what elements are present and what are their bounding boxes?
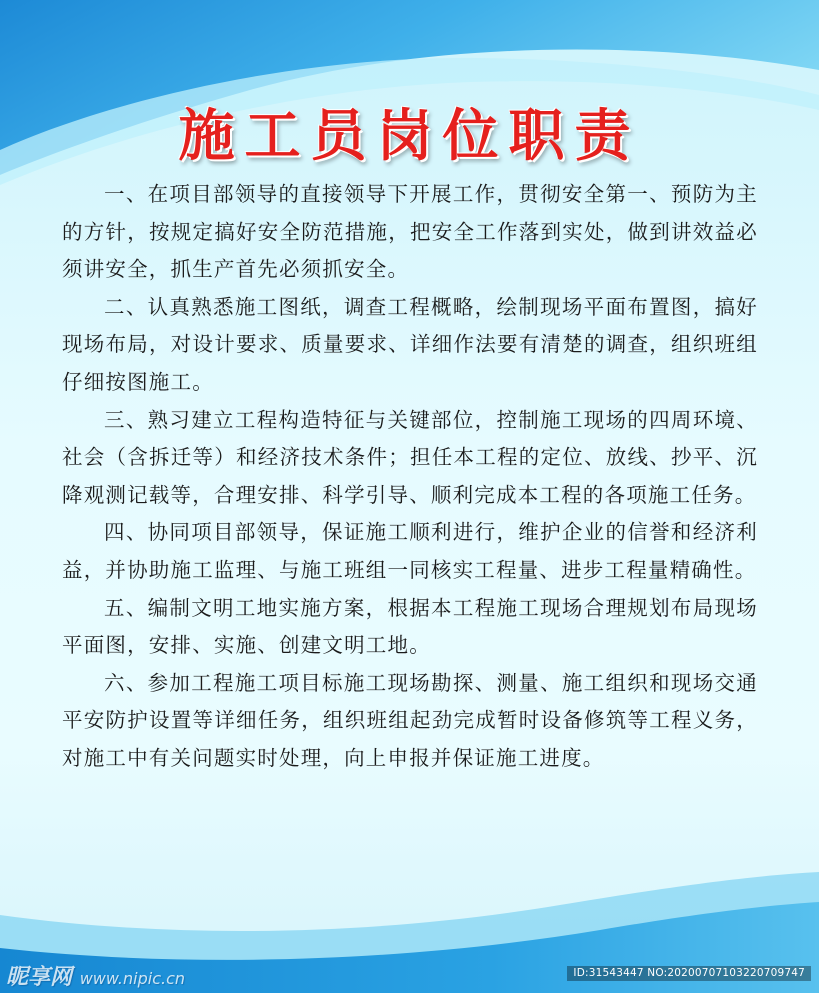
- duty-paragraph-1: 一、在项目部领导的直接领导下开展工作，贯彻安全第一、预防为主的方针，按规定搞好安全防范措施，把安全工作落到实处，做到讲效益必须讲安全，抓生产首先必须抓安全。: [62, 182, 758, 282]
- duty-paragraph-4: 四、协同项目部领导，保证施工顺利进行，维护企业的信誉和经济利益，并协助施工监理、与施工班组一同核实工程量、进步工程量精确性。: [62, 520, 758, 582]
- duty-paragraph-6: 六、参加工程施工项目标施工现场勘探、测量、施工组织和现场交通平安防护设置等详细任务，组织班组起劲完成暂时设备修筑等工程义务，对施工中有关问题实时处理，向上申报并保证施工进度。: [62, 670, 758, 770]
- watermark-brand: 昵享网: [6, 965, 73, 990]
- page-title: 施工员岗位职责: [178, 103, 641, 169]
- duty-paragraph-2: 二、认真熟悉施工图纸，调查工程概略，绘制现场平面布置图，搞好现场布局，对设计要求、质量要求、详细作法要有清楚的调查，组织班组仔细按图施工。: [62, 294, 758, 394]
- watermark: [6, 960, 185, 991]
- duties-list: [62, 176, 758, 778]
- image-id-label: ID:31543447 NO:20200707103220709747: [567, 966, 811, 981]
- duty-paragraph-5: 五、编制文明工地实施方案，根据本工程施工现场合理规划布局现场平面图，安排、实施、创建文明工地。: [62, 595, 758, 658]
- duty-paragraph-3: 三、熟习建立工程构造特征与关键部位，控制施工现场的四周环境、社会（含拆迁等）和经济技术条件；担任本工程的定位、放线、抄平、沉降观测记载等，合理安排、科学引导、顺利完成本工程的各项施工任务。: [62, 407, 758, 507]
- watermark-url: www.nipic.cn: [79, 969, 186, 988]
